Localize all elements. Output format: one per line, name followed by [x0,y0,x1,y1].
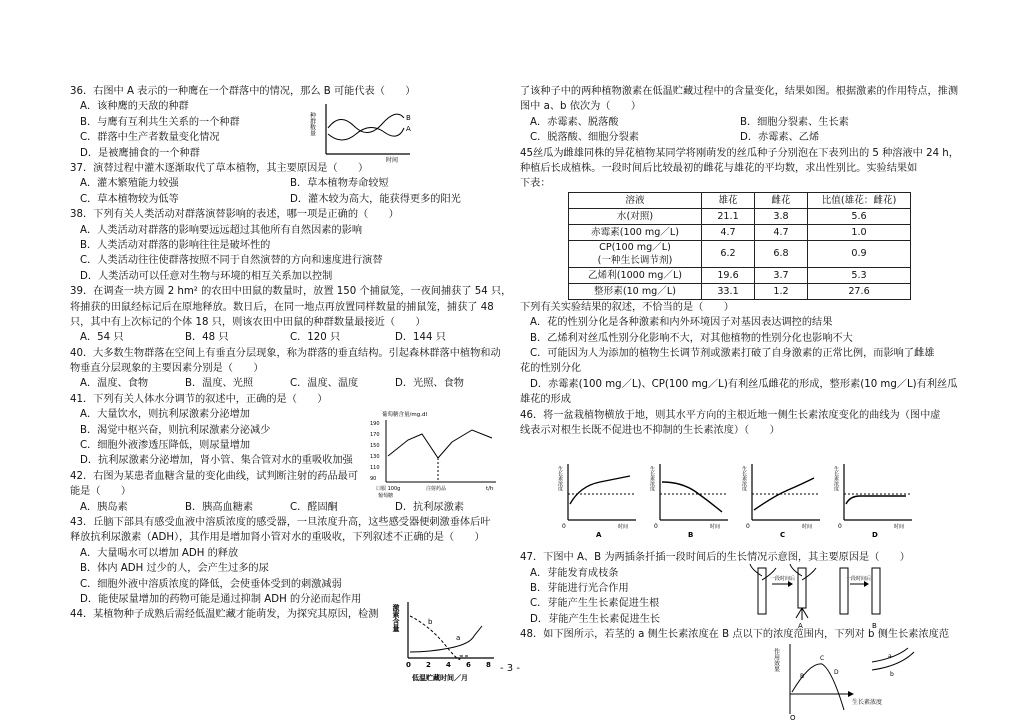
choice-option: B．胰高血糖素 [185,501,254,513]
left-text-line: 能是（ ） [70,486,132,498]
fig36-label-a: A [406,125,411,133]
fig42-ytick: 110 [370,465,380,471]
fig46-option-label: D [872,531,878,539]
q45-46-text [520,300,956,439]
fig46-origin: 0 [838,523,842,530]
right-text-line: D．赤霉素(100 mg／L)、CP(100 mg／L)有利丝瓜雌花的形成，整形素(10 mg／L)有利丝瓜 [530,378,958,390]
table-cell: 33.1 [702,283,755,299]
fig46-panel [557,464,636,539]
choice-option: A．赤霉素、脱落酸 [530,116,619,128]
choice-option: D．抗利尿激素 [395,501,464,513]
fig48-label-b: b [890,671,894,678]
table-cell: 3.8 [755,208,808,224]
right-text-line: 图中 a、b 依次为（ ） [520,101,642,113]
fig36-xlabel: 时间 [386,157,399,164]
fig42-title: 葡萄糖含量/mg.dl [382,412,427,418]
table-cell: 1.0 [808,224,911,240]
fig42-ytick: 190 [370,421,380,427]
fig46-panel [741,464,820,539]
fig46-ylabel: 生长素浓度 [833,466,839,491]
left-text-line [70,176,502,191]
table-cell: 0.9 [808,240,911,267]
left-text-line [70,330,502,345]
table-cell: 乙烯利(1000 mg／L) [569,267,702,283]
figure-44-hormone-chart [390,596,500,684]
figure-48-auxin-curve [772,640,936,722]
left-text-line: 37．演替过程中灌木逐渐取代了草本植物，其主要原因是（ ） [70,162,369,174]
left-text-line: 38．下列有关人类活动对群落演替影响的表述，哪一项是正确的（ ） [70,209,399,221]
choice-option: D．灌木较为高大，能获得更多的阳光 [290,193,461,205]
left-text-line: 只，其中有上次标记的个体 18 只，则该农田中田鼠的种群数量最接近（ ） [70,316,426,328]
right-text-line: 47．下图中 A、B 为两插条扦插一段时间后的生长情况示意图，其主要原因是（ ） [520,552,910,564]
fig42-ytick: 90 [370,476,377,482]
fig46-ylabel: 生长素浓度 [741,466,747,491]
table-cell: 27.6 [808,283,911,299]
left-text-line: 将捕获的田鼠经标记后在原地释放。数日后，在同一地点再放置同样数量的捕鼠笼，捕获了 48 [70,301,494,313]
left-text-line: A．大量饮水，则抗利尿激素分泌增加 [80,409,250,421]
left-text-line: 释放抗利尿激素（ADH），其作用是增加肾小管对水的重吸收，下列叙述不正确的是（ ） [70,532,485,544]
fig47-label-b: 一段时间后 [846,576,872,582]
table-cell: 21.1 [702,208,755,224]
fig36-label-b: B [406,114,411,122]
right-text-line: 花的性别分化 [520,363,582,375]
choice-option: C．醛固酮 [290,501,338,513]
fig42-label-injection: 注射药品 [426,486,447,492]
right-text-line: 45丝瓜为雌雄同株的异花植物某同学将刚萌发的丝瓜种子分别泡在下表列出的 5 种溶液中 24 h， [520,147,959,159]
right-text-line: 雄花的形成 [520,394,571,406]
left-text-line: 42．右图为某患者血糖含量的变化曲线，试判断注射的药品最可 [70,470,359,482]
fig48-ylabel: 作用效果 [772,648,780,672]
fig44-ylabel: 激素含量 [392,604,400,632]
left-text-line: B．与鹰有互利共生关系的一个种群 [80,116,240,128]
table-cell: 水(对照) [569,208,702,224]
fig46-origin: 0 [562,523,566,530]
table-header-cell: 雌花 [755,192,808,208]
choice-option: B．细胞分裂素、生长素 [740,116,849,128]
table-cell: 整形素(10 mg／L) [569,283,702,299]
page-number: - 3 - [500,663,520,674]
right-text-line: 46．将一盆栽植物横放于地，则其水平方向的主根近地一侧生长素浓度变化的曲线为（图中虚 [520,409,941,421]
fig36-ylabel: 种群数量 [308,112,316,136]
choice-option: B．温度、光照 [185,378,254,390]
right-text-line: 下列有关实验结果的叙述，不恰当的是（ ） [520,301,734,313]
left-text-line: C．细胞外液渗透压降低，则尿量增加 [80,440,251,452]
fig42-xlabel: t/h [486,486,494,492]
choice-option: A．胰岛素 [80,501,128,513]
left-text-line: C．人类活动往往使群落按照不同于自然演替的方向和速度进行演替 [80,255,383,267]
right-text-line [520,115,956,130]
choice-option: C．120 只 [290,332,341,344]
table-row [569,267,911,283]
q44-45-text [520,84,959,192]
table-cell: 赤霉素(100 mg／L) [569,224,702,240]
fig46-xlabel: 时间 [618,524,629,530]
q47-48-text [520,550,956,642]
right-text-line [520,130,956,145]
fig44-label-a: a [456,634,461,642]
table-row [569,240,911,267]
fig44-xtick: 2 [426,661,431,669]
choice-option: B．48 只 [185,332,229,344]
fig46-option-label: A [596,531,602,539]
left-text-line [70,192,502,207]
right-column [520,84,959,643]
table-header-cell: 溶液 [569,192,702,208]
fig44-xtick: 0 [406,661,411,669]
fig47-label-A: A [798,622,803,630]
right-text-line: 线表示对根生长既不促进也不抑制的生长素浓度）（ ） [520,424,780,436]
left-text-line: A．人类活动对群落的影响要远远超过其他所有自然因素的影响 [80,224,363,236]
choice-option: A．温度、食物 [80,378,149,390]
table-cell: CP(100 mg／L) (一种生长调节剂) [569,240,702,267]
choice-option: C．草本植物较为低等 [80,193,179,205]
fig44-label-b: b [428,618,433,626]
right-text-line: D．芽能产生生长素促进生长 [530,613,661,625]
table-header-cell: 雄花 [702,192,755,208]
table-row [569,208,911,224]
left-text-line: D．能使尿量增加的药物可能是通过抑制 ADH 的分泌而起作用 [80,593,362,605]
fig46-panel [833,464,912,539]
table-row [569,283,911,299]
fig46-xlabel: 时间 [802,524,813,530]
table-cell: 3.7 [755,267,808,283]
left-text-line: 43．丘脑下部具有感受血液中溶质浓度的感受器，一旦浓度升高，这些感受器便刺激垂体后叶 [70,517,491,529]
table-row [569,224,911,240]
table-cell: 4.7 [755,224,808,240]
right-text-line: B．芽能进行光合作用 [530,583,629,595]
choice-option: D．144 只 [395,332,446,344]
choice-option: C．温度、温度 [290,378,359,390]
right-text-line: C．芽能产生生长素促进生根 [530,598,660,610]
right-text-line: B．乙烯利对丝瓜性别分化影响不大，对其他植物的性别分化也影响不大 [530,332,853,344]
left-text-line: 39．在调查一块方圆 2 hm² 的农田中田鼠的数量时，放置 150 个捕鼠笼，一夜间捕获了 54 只， [70,286,512,298]
choice-option: B．草本植物寿命较短 [290,178,389,190]
fig48-point-b: B [800,673,805,680]
left-text-line: 物垂直分层现象的主要因素分别是（ ） [70,363,264,375]
left-text-line: A．该种鹰的天敌的种群 [80,101,189,113]
table-cell: 6.2 [702,240,755,267]
right-text-line: C．可能因为人为添加的植物生长调节剂或激素打破了自身激素的正常比例，而影响了雌雄 [530,347,935,359]
right-text-line: 48．如下图所示，若茎的 a 侧生长素浓度在 B 点以下的浓度范围内，下列对 b 侧生长素浓度范 [520,629,950,641]
q45-table [568,192,911,300]
table-cell: 5.3 [808,267,911,283]
fig48-origin: O [790,714,796,722]
left-text-line: B．体内 ADH 过少的人，会产生过多的尿 [80,563,269,575]
fig46-origin: 0 [654,523,658,530]
left-text-line: B．人类活动对群落的影响往往是破坏性的 [80,239,271,251]
fig42-ytick: 130 [370,454,380,460]
figure-42-glucose-chart [368,408,502,500]
choice-option: A．54 只 [80,332,124,344]
table-cell: 5.6 [808,208,911,224]
fig42-label-glucose: 葡萄糖 [378,493,394,499]
choice-option: D．光照、食物 [395,378,464,390]
fig44-xtick: 8 [486,661,491,669]
right-text-line: 下表： [520,178,551,190]
fig47-label-a: 一段时间后 [770,576,796,582]
figure-47-cuttings [746,560,886,632]
fig46-option-label: B [688,531,694,539]
figure-36-population-curve [308,98,416,164]
fig48-label-a: a [888,653,892,660]
choice-option: C．脱落酸、细胞分裂素 [530,132,639,144]
fig42-ytick: 150 [370,443,380,449]
fig48-point-c: C [820,655,825,662]
left-text-line: D．是被鹰捕食的一个种群 [80,147,200,159]
fig44-xtick: 4 [446,661,451,669]
left-text-line: 41．下列有关人体水分调节的叙述中，正确的是（ ） [70,393,328,405]
fig46-xlabel: 时间 [894,524,905,530]
right-text-line: A．花的性别分化是各种激素和内外环境因子对基因表达调控的结果 [530,317,833,329]
table-cell: 19.6 [702,267,755,283]
left-text-line: D．抗利尿激素分泌增加，肾小管、集合管对水的重吸收加强 [80,455,353,467]
fig42-ytick: 170 [370,432,380,438]
left-text-line: D．人类活动可以任意对生物与环境的相互关系加以控制 [80,270,333,282]
fig48-point-d: D [834,669,839,676]
table-header-cell: 比值(雄花：雌花) [808,192,911,208]
left-text-line [70,376,502,391]
fig42-label-oral: 口服 100g [376,486,401,492]
table-cell: 6.8 [755,240,808,267]
fig46-ylabel: 生长素浓度 [557,466,563,491]
table-cell: 1.2 [755,283,808,299]
choice-option: A．灌木繁殖能力较强 [80,178,179,190]
right-text-line: A．芽能发育成枝条 [530,567,619,579]
figure-46-options [557,460,930,540]
table-cell: 4.7 [702,224,755,240]
fig46-xlabel: 时间 [710,524,721,530]
left-text-line: 40．大多数生物群落在空间上有垂直分层现象，称为群落的垂直结构。引起森林群落中植物和动 [70,347,501,359]
left-column [70,84,512,623]
left-text-line: C．细胞外液中溶质浓度的降低，会使垂体受到的刺激减弱 [80,578,342,590]
fig44-xtick: 6 [466,661,471,669]
left-text-line: C．群落中生产者数量变化情况 [80,132,220,144]
fig48-xlabel: 生长素浓度 [852,699,883,706]
fig44-xlabel: 低温贮藏时间／月 [412,674,468,682]
fig46-origin: 0 [746,523,750,530]
left-text-line: 36．右图中 A 表示的一种鹰在一个群落中的情况，那么 B 可能代表（ ） [70,86,416,97]
choice-option: D．赤霉素、乙烯 [740,132,820,144]
left-text-line: B．渴觉中枢兴奋，则抗利尿激素分泌减少 [80,424,271,436]
fig47-label-B: B [872,622,877,630]
right-text-line: 了该种子中的两种植物激素在低温贮藏过程中的含量变化，结果如图。根据激素的作用特点，推测 [520,86,959,97]
left-text-line [70,500,502,515]
left-text-line: A．大量喝水可以增加 ADH 的释放 [80,547,239,559]
left-text-line: 44．某植物种子成熟后需经低温贮藏才能萌发，为探究其原因，检测 [70,609,379,621]
right-text-line: 种植后长成植株。一段时间后比较最初的雌花与雄花的平均数，求出性别比。实验结果如 [520,162,918,174]
fig46-panel [649,464,728,539]
fig46-option-label: C [780,531,786,539]
fig46-ylabel: 生长素浓度 [649,466,655,491]
